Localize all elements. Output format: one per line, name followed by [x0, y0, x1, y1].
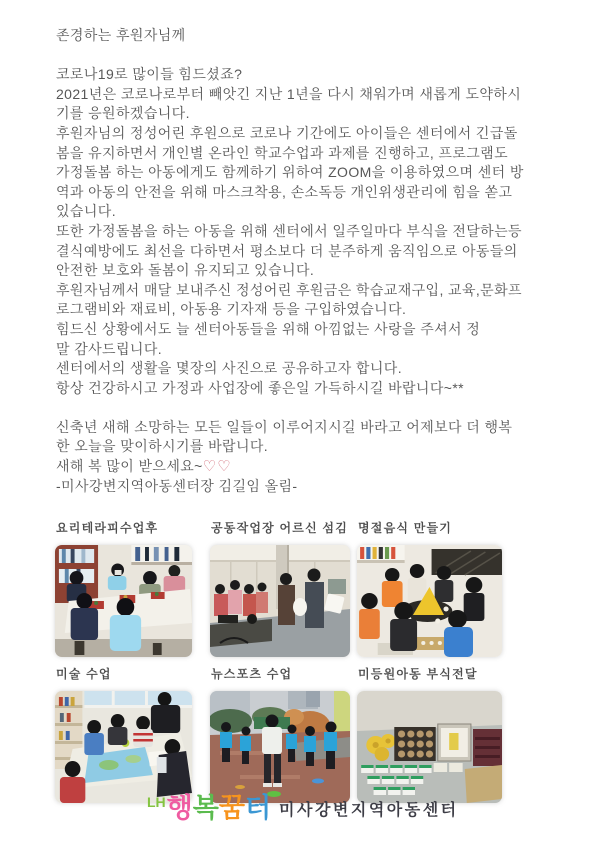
letter-line: 한 오늘을 맞이하시기를 바랍니다. — [56, 438, 269, 455]
letter-line: 후원자님께서 매달 보내주신 정성어린 후원금은 학습교재구입, 교육,문화프 — [56, 281, 522, 298]
letter-line: 안전한 보호와 돌봄이 유지되고 있습니다. — [56, 262, 315, 279]
letter-line: 항상 건강하시고 가정과 사업장에 좋은일 가득하시길 바랍니다~** — [56, 379, 465, 396]
holiday-food-photo — [357, 545, 502, 657]
letter-line: 코로나19로 많이들 힘드셨죠? — [56, 66, 243, 83]
photo-caption: 공동작업장 어르신 섬김 — [211, 521, 348, 535]
letter-line: 결식예방에도 최선을 다하면서 평소보다 더 분주하게 움직임으로 아동들의 — [56, 242, 518, 259]
workshop-visit-photo — [210, 545, 350, 657]
happy-dream-center-logo — [167, 794, 271, 824]
letter-line: 센터에서의 생활을 몇장의 사진으로 공유하고자 합니다. — [56, 360, 402, 377]
photo-caption: 뉴스포츠 수업 — [211, 667, 293, 681]
workshop-visit-photo-illustration — [210, 545, 350, 657]
photo-card-snack-delivery — [357, 665, 502, 803]
photo-caption: 미술 수업 — [56, 667, 112, 681]
signature-line: -미사강변지역아동센터장 김길임 올림- — [56, 477, 298, 494]
logo-char: 터 — [244, 793, 272, 823]
greeting-text: 새해 복 많이 받으세요~ — [56, 458, 203, 475]
letter-line — [56, 398, 578, 418]
cooking-therapy-photo — [55, 545, 192, 657]
photo-caption: 명절음식 만들기 — [358, 521, 453, 535]
new-sports-photo — [210, 691, 350, 803]
photo-caption: 요리테라피수업후 — [56, 521, 159, 535]
new-year-greeting-line — [56, 457, 578, 477]
letter-line: 2021년은 코로나로부터 빼앗긴 지난 1년을 다시 채워가며 새롭게 도약하시 — [56, 85, 522, 102]
logo-char: 복 — [192, 793, 219, 823]
lh-logo-text: LH — [147, 794, 166, 810]
photo-caption: 미등원아동 부식전달 — [358, 667, 478, 681]
letter-line: 신축년 새해 소망하는 모든 일들이 이루어지시길 바라고 어제보다 더 행복 — [56, 418, 513, 435]
snack-delivery-photo-illustration — [357, 691, 502, 803]
logo-char: 꿈 — [218, 793, 245, 823]
snack-delivery-photo — [357, 691, 502, 803]
sponsor-letter-body — [56, 26, 578, 496]
cooking-therapy-photo-illustration — [55, 545, 192, 657]
photo-card-art-class — [55, 665, 192, 803]
photo-card-new-sports — [210, 665, 350, 803]
letter-line: 후원자님의 정성어린 후원으로 코로나 기간에도 아이들은 센터에서 긴급돌 — [56, 124, 518, 141]
art-class-photo — [55, 691, 192, 803]
new-sports-photo-illustration — [210, 691, 350, 803]
letter-line — [56, 46, 578, 66]
letter-line: 역과 아동의 안전을 위해 마스크착용, 손소독등 개인위생관리에 힘을 쏟고 — [56, 183, 513, 200]
art-class-photo-illustration — [55, 691, 192, 803]
photo-card-holiday-food — [357, 519, 502, 657]
letter-line: 있습니다. — [56, 203, 116, 220]
letter-line: 말 감사드립니다. — [56, 340, 163, 357]
letter-line: 존경하는 후원자님께 — [56, 27, 186, 43]
center-name-text: 미사강변지역아동센터 — [279, 801, 459, 819]
logo-char: 행 — [166, 793, 193, 823]
letter-line: 기를 응원하겠습니다. — [56, 105, 190, 122]
letter-line: 가정돌봄 하는 아동에게도 함께하기 위하여 ZOOM을 이용하였으며 센터 방 — [56, 164, 524, 181]
letter-line: 힘드신 상황에서도 늘 센터아동들을 위해 아낌없는 사랑을 주셔서 정 — [56, 320, 481, 337]
letter-line: 봄을 유지하면서 개인별 온라인 학교수업과 과제를 진행하고, 프로그램도 — [56, 144, 509, 161]
photo-card-workshop-visit — [210, 519, 350, 657]
letter-line: 로그램비와 재료비, 아동용 기자재 등을 구입하였습니다. — [56, 301, 407, 318]
hearts-decoration: ♡♡ — [202, 458, 232, 476]
footer-logo — [147, 794, 459, 824]
letter-line: 또한 가정돌봄을 하는 아동을 위해 센터에서 일주일마다 부식을 전달하는등 — [56, 222, 522, 239]
photo-card-cooking-therapy — [55, 519, 192, 657]
holiday-food-photo-illustration — [357, 545, 502, 657]
